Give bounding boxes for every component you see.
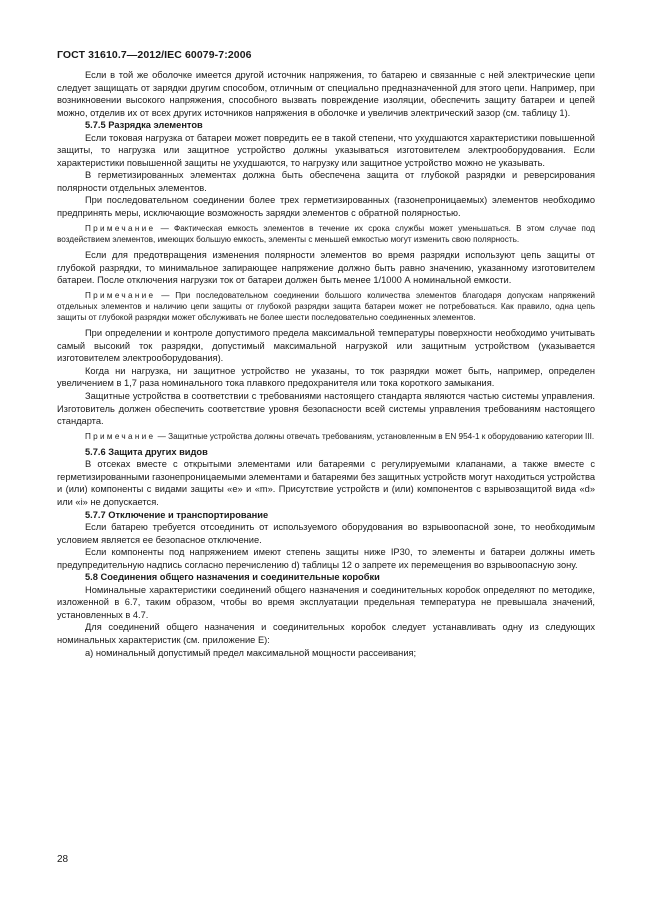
paragraph: Если компоненты под напряжением имеют степень защиты ниже IP30, то элементы и батареи должны иметь предупредительную надпись согласно перечислению d) таблицы 12 о запрете их перемещения во взрывоопасную зону. bbox=[57, 547, 595, 570]
paragraph: Если батарею требуется отсоединить от используемого оборудования во взрывоопасной зоне, то необходимым условием является ее безопасное отключение. bbox=[57, 522, 595, 545]
note-text: — Защитные устройства должны отвечать требованиям, установленным в EN 954-1 к оборудованию категории III. bbox=[155, 431, 595, 441]
paragraph: В отсеках вместе с открытыми элементами или батареями с регулируемыми клапанами, а также вместе с герметизированными газонепроницаемыми элементами и батареями без защитных устройств могут находиться устройства и (или) компоненты с видами защиты «e» и «m». Присутствие устройств и (или) компонентов с взрывозащитой вида «d» или «i» не допускается. bbox=[57, 459, 595, 507]
paragraph: Защитные устройства в соответствии с требованиями настоящего стандарта являются частью системы управления. Изготовитель должен обеспечить соответствие уровня безопасности всей системы управления требованиям настоящего стандарта. bbox=[57, 390, 595, 427]
paragraph: Если для предотвращения изменения полярности элементов во время разрядки используют цепь защиты от глубокой разрядки, то минимальное запирающее напряжение должно быть равно значению, указанному изготовителем батареи. После отключения нагрузки ток от батареи должен быть менее 1/1000 А номинальной емкости. bbox=[57, 249, 595, 286]
note-label: Примечание bbox=[85, 290, 156, 300]
paragraph: Если токовая нагрузка от батареи может повредить ее в такой степени, что ухудшаются характеристики повышенной защиты, то нагрузка или защитное устройство должны указываться изготовителем электрооборудования. Если характеристики повышенной защиты не ухудшаются, то нагрузку или защитное устройство можно не указывать. bbox=[57, 132, 595, 168]
paragraph: В герметизированных элементах должна быть обеспечена защита от глубокой разрядки и реверсирования полярности отдельных элементов. bbox=[57, 170, 595, 193]
paragraph: При последовательном соединении более трех герметизированных (газонепроницаемых) элементов необходимо предпринять меры, исключающие возможность зарядки элементов с обратной полярностью. bbox=[57, 195, 595, 219]
list-item: а) номинальный допустимый предел максимальной мощности рассеивания; bbox=[85, 647, 417, 658]
section-heading-5-7-5: 5.7.5 Разрядка элементов bbox=[85, 120, 203, 131]
page-number: 28 bbox=[57, 854, 69, 865]
section-heading-5-8: 5.8 Соединения общего назначения и соединительные коробки bbox=[85, 572, 380, 583]
note-label: Примечание bbox=[85, 223, 156, 233]
note-text: — При последовательном соединении большого количества элементов благодаря допускам напряжений отдельных элементов и наличию цепи защиты от глубокой разрядки защита батареи может не потребоваться. Как правило, одна цепь защиты от глубокой разрядки может обслуживать не более шести последовательно соединенных элементов. bbox=[57, 290, 595, 323]
paragraph: Когда ни нагрузка, ни защитное устройство не указаны, то ток разрядки может быть, например, определен увеличением в 1,7 раза номинального тока плавкого предохранителя или тока короткого замыкания. bbox=[57, 365, 595, 389]
note-text: — Фактическая емкость элементов в течение их срока службы может уменьшаться. В этом случае под воздействием элементов, имеющих большую емкость, элементы с меньшей емкостью могут изменить свою полярность. bbox=[57, 223, 595, 244]
document-body bbox=[57, 69, 595, 659]
note bbox=[57, 431, 595, 442]
paragraph: Номинальные характеристики соединений общего назначения и соединительных коробок определяют по методике, изложенной в 6.7, таким образом, чтобы во время эксплуатации предельная температура не превышала значений, установленных в 4.7. bbox=[57, 584, 595, 620]
paragraph: Если в той же оболочке имеется другой источник напряжения, то батарею и связанные с ней электрические цепи следует защищать от зарядки другим способом, отличным от специально предназначенной для этого цепи. Например, при возникновении высокого напряжения, способного вызвать повреждение изоляции, обеспечить защиту батареи и цепей можно, отделив их от всех других источников напряжения в оболочке и увеличив электрический зазор (см. таблицу 1). bbox=[57, 70, 595, 118]
section-heading-5-7-7: 5.7.7 Отключение и транспортирование bbox=[85, 509, 269, 520]
document-header: ГОСТ 31610.7—2012/IEC 60079-7:2006 bbox=[57, 49, 252, 61]
note-label: Примечание bbox=[85, 431, 156, 441]
section-heading-5-7-6: 5.7.6 Защита других видов bbox=[85, 446, 208, 457]
paragraph: При определении и контроле допустимого предела максимальной температуры поверхности необходимо учитывать самый высокий ток разрядки, допустимый максимальной нагрузкой или защитным устройством (указывается изготовителем электрооборудования). bbox=[57, 328, 595, 364]
note bbox=[57, 223, 595, 245]
paragraph: Для соединений общего назначения и соединительных коробок следует устанавливать одну из следующих номинальных характеристик (см. приложение Е): bbox=[57, 622, 595, 645]
note bbox=[57, 290, 595, 324]
